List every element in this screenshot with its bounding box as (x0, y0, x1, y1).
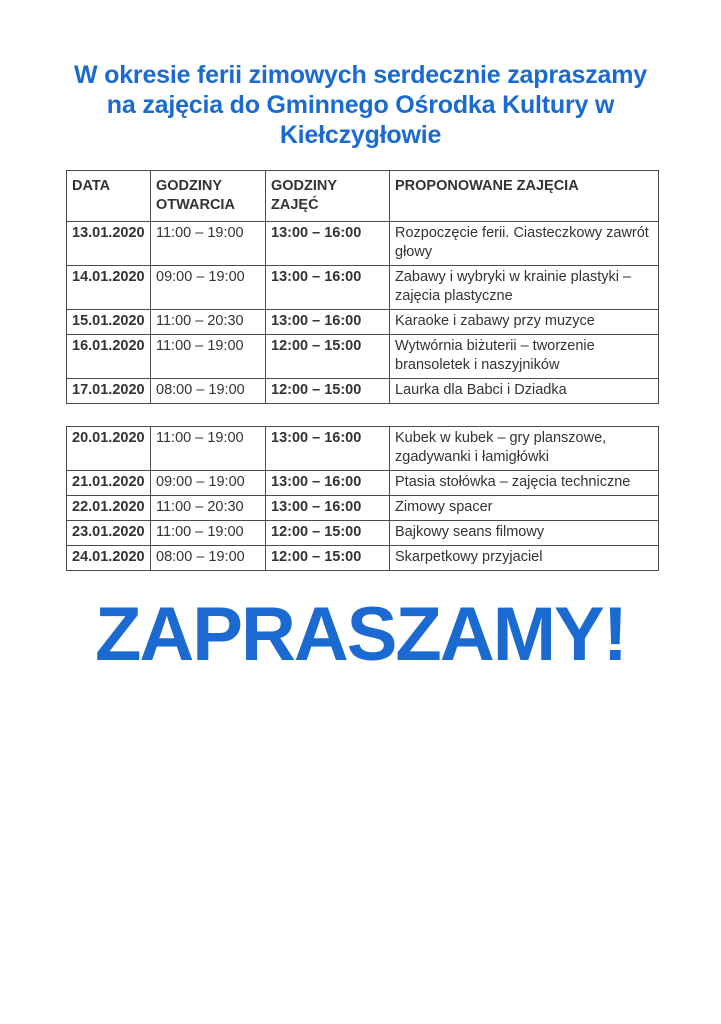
schedule-table-week1 (66, 170, 659, 404)
column-header-activity-hours: GODZINY ZAJĘĆ (266, 171, 390, 222)
column-header-opening-hours: GODZINY OTWARCIA (151, 171, 266, 222)
activity-hours-cell: 12:00 – 15:00 (266, 521, 390, 546)
activity-cell: Bajkowy seans filmowy (390, 521, 659, 546)
activity-cell: Zimowy spacer (390, 496, 659, 521)
schedule-table-week2 (66, 426, 659, 571)
activity-cell: Kubek w kubek – gry planszowe, zgadywanki i łamigłówki (390, 427, 659, 471)
table-row (67, 266, 659, 310)
date-cell: 23.01.2020 (67, 521, 151, 546)
table-row (67, 379, 659, 404)
date-cell: 16.01.2020 (67, 335, 151, 379)
opening-hours-cell: 11:00 – 19:00 (151, 427, 266, 471)
page-title-line-3: Kiełczygłowie (279, 121, 442, 149)
opening-hours-cell: 11:00 – 20:30 (151, 496, 266, 521)
page-title-line-2: na zajęcia do Gminnego Ośrodka Kultury w (106, 91, 615, 119)
date-cell: 13.01.2020 (67, 222, 151, 266)
opening-hours-cell: 11:00 – 20:30 (151, 310, 266, 335)
activity-cell: Zabawy i wybryki w krainie plastyki – zajęcia plastyczne (390, 266, 659, 310)
activity-hours-cell: 13:00 – 16:00 (266, 310, 390, 335)
date-cell: 24.01.2020 (67, 546, 151, 571)
date-cell: 17.01.2020 (67, 379, 151, 404)
activity-cell: Rozpoczęcie ferii. Ciasteczkowy zawrót głowy (390, 222, 659, 266)
activity-hours-cell: 13:00 – 16:00 (266, 471, 390, 496)
opening-hours-cell: 08:00 – 19:00 (151, 379, 266, 404)
opening-hours-cell: 11:00 – 19:00 (151, 521, 266, 546)
closing-banner: ZAPRASZAMY! (94, 592, 627, 677)
table-row (67, 496, 659, 521)
date-cell: 22.01.2020 (67, 496, 151, 521)
date-cell: 20.01.2020 (67, 427, 151, 471)
activity-hours-cell: 13:00 – 16:00 (266, 427, 390, 471)
opening-hours-cell: 09:00 – 19:00 (151, 266, 266, 310)
opening-hours-cell: 09:00 – 19:00 (151, 471, 266, 496)
table-row (67, 335, 659, 379)
activity-hours-cell: 13:00 – 16:00 (266, 266, 390, 310)
activity-hours-cell: 13:00 – 16:00 (266, 496, 390, 521)
activity-cell: Skarpetkowy przyjaciel (390, 546, 659, 571)
table-header-row (67, 171, 659, 222)
opening-hours-cell: 11:00 – 19:00 (151, 335, 266, 379)
opening-hours-cell: 08:00 – 19:00 (151, 546, 266, 571)
table-row (67, 471, 659, 496)
table-row (67, 222, 659, 266)
table-row (67, 521, 659, 546)
activity-cell: Wytwórnia biżuterii – tworzenie bransoletek i naszyjników (390, 335, 659, 379)
column-header-date: DATA (67, 171, 151, 222)
activity-hours-cell: 12:00 – 15:00 (266, 546, 390, 571)
activity-cell: Laurka dla Babci i Dziadka (390, 379, 659, 404)
date-cell: 15.01.2020 (67, 310, 151, 335)
page-title-line-1: W okresie ferii zimowych serdecznie zapraszamy (74, 61, 647, 89)
activity-hours-cell: 13:00 – 16:00 (266, 222, 390, 266)
activity-hours-cell: 12:00 – 15:00 (266, 379, 390, 404)
table-row (67, 427, 659, 471)
opening-hours-cell: 11:00 – 19:00 (151, 222, 266, 266)
date-cell: 21.01.2020 (67, 471, 151, 496)
table-row (67, 310, 659, 335)
activity-hours-cell: 12:00 – 15:00 (266, 335, 390, 379)
date-cell: 14.01.2020 (67, 266, 151, 310)
page-title (41, 60, 681, 150)
activity-cell: Karaoke i zabawy przy muzyce (390, 310, 659, 335)
column-header-proposed-activities: PROPONOWANE ZAJĘCIA (390, 171, 659, 222)
table-row (67, 546, 659, 571)
activity-cell: Ptasia stołówka – zajęcia techniczne (390, 471, 659, 496)
